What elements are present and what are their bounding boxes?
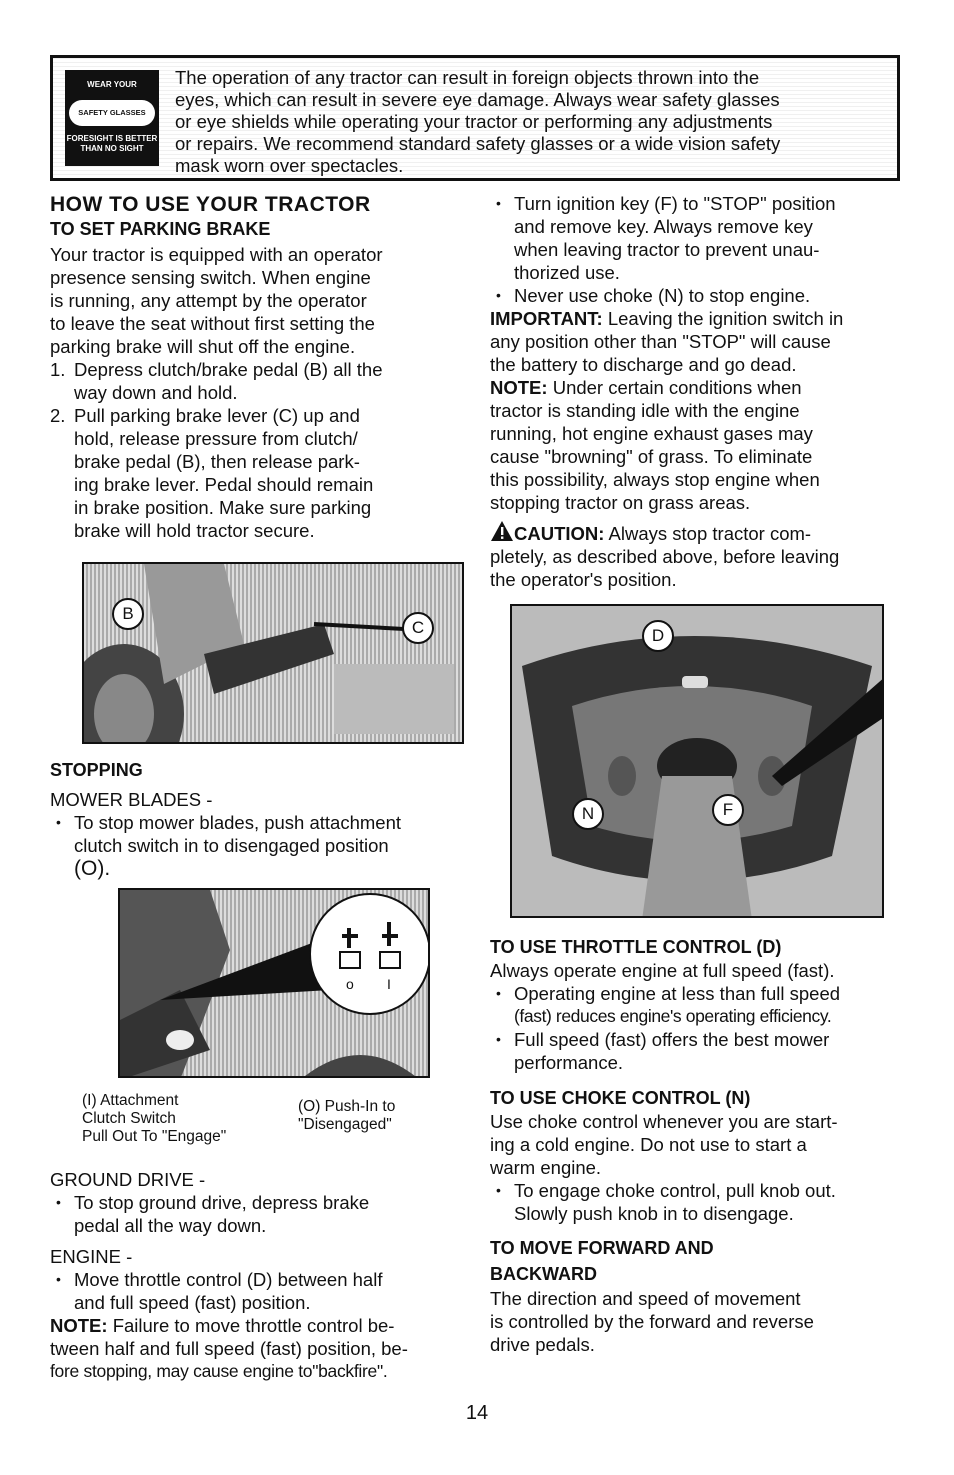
right-column (490, 192, 905, 591)
callout-f: F (712, 794, 744, 826)
throttle-bullet-1: • Operating engine at less than full speed (fast) reduces engine's operating efficiency. (490, 982, 910, 1028)
parking-brake-photo (82, 562, 464, 744)
parking-step-1: 1. Depress clutch/brake pedal (B) all the way down and hold. (50, 359, 383, 403)
backfire-note: NOTE: Failure to move throttle control be- tween half and full speed (fast) position, be- fore stopping, may cause engine to"backfire". (50, 1315, 408, 1381)
choke-text: Use choke control whenever you are start- ing a cold engine. Do not use to start a warm engine. (490, 1111, 838, 1178)
page-number: 14 (465, 1402, 489, 1424)
move-heading: TO MOVE FORWARD AND BACKWARD (490, 1238, 714, 1284)
choke-heading: TO USE CHOKE CONTROL (N) (490, 1088, 751, 1108)
engine-subheading: ENGINE - (50, 1246, 133, 1267)
switch-mark-i: I (387, 976, 391, 992)
choke-bullet: • Never use choke (N) to stop engine. (490, 284, 905, 307)
stopping-continued (50, 1168, 470, 1383)
mower-blades-subheading: MOWER BLADES - (50, 789, 213, 810)
dashboard-photo (510, 604, 884, 918)
caution-triangle-icon (490, 520, 514, 542)
callout-n: N (572, 798, 604, 830)
ground-drive-bullet: • To stop ground drive, depress brake pedal all the way down. (50, 1191, 470, 1237)
parking-brake-intro: Your tractor is equipped with an operator presence sensing switch. When engine is running, any attempt by the operator to leave the seat without first setting the parking brake will shut off the engine. (50, 244, 383, 357)
caption-push-in: (O) Push-In to "Disengaged" (298, 1098, 396, 1133)
right-lower-sections (490, 935, 910, 1356)
throttle-heading: TO USE THROTTLE CONTROL (D) (490, 937, 782, 957)
throttle-text: Always operate engine at full speed (fast). (490, 960, 835, 981)
parking-step-2: 2. Pull parking brake lever (C) up and hold, release pressure from clutch/ brake pedal (B), then release park- ing brake lever. Pedal should remain in brake position. Make sure parking brake will hold tractor secure. (50, 405, 374, 541)
choke-bullet-1: • To engage choke control, pull knob out. Slowly push knob in to disengage. (490, 1179, 910, 1225)
important-note: IMPORTANT: Leaving the ignition switch in any position other than "STOP" will cause the battery to discharge and go dead. (490, 308, 844, 375)
browning-note: NOTE: Under certain conditions when tractor is standing idle with the engine running, hot engine exhaust gases may cause "browning" of grass. To eliminate this possibility, always stop engine when stopping tractor on grass areas. (490, 377, 820, 513)
ignition-key-bullet: • Turn ignition key (F) to "STOP" position and remove key. Always remove key when leaving tractor to prevent unau- thorized use. (490, 192, 905, 284)
safety-glasses-icon: WEAR YOUR SAFETY GLASSES FORESIGHT IS BETTER THAN NO SIGHT (65, 70, 159, 166)
section-heading: HOW TO USE YOUR TRACTOR (50, 193, 371, 216)
caution-note: CAUTION: Always stop tractor com- pletely, as described above, before leaving the operator's position. (490, 520, 905, 591)
ground-drive-subheading: GROUND DRIVE - (50, 1169, 206, 1190)
stopping-heading: STOPPING (50, 760, 143, 780)
left-column (50, 192, 470, 542)
stopping-section (50, 758, 470, 880)
switch-mark-o: o (346, 976, 354, 992)
attachment-clutch-switch-photo (118, 888, 430, 1078)
callout-d: D (642, 620, 674, 652)
callout-b: B (112, 598, 144, 630)
warning-text: The operation of any tractor can result in foreign objects thrown into the eyes, which can result in severe eye damage. Always wear safety glasses or eye shields while operating your tractor or performing any adjustments or repairs. We recommend standard safety glasses or a wide vision safety mask worn over spectacles. (175, 67, 781, 176)
engine-bullet: • Move throttle control (D) between half and full speed (fast) position. (50, 1268, 470, 1314)
mower-blades-bullet: • To stop mower blades, push attachment clutch switch in to disengaged position (O). (50, 811, 470, 880)
caption-attachment-switch: (I) Attachment Clutch Switch Pull Out To "Engage" (82, 1092, 227, 1145)
throttle-bullet-2: • Full speed (fast) offers the best mower performance. (490, 1028, 910, 1074)
move-text: The direction and speed of movement is controlled by the forward and reverse drive pedals. (490, 1288, 814, 1355)
parking-brake-heading: TO SET PARKING BRAKE (50, 219, 271, 239)
callout-c: C (402, 612, 434, 644)
eye-safety-warning-box (50, 55, 900, 181)
